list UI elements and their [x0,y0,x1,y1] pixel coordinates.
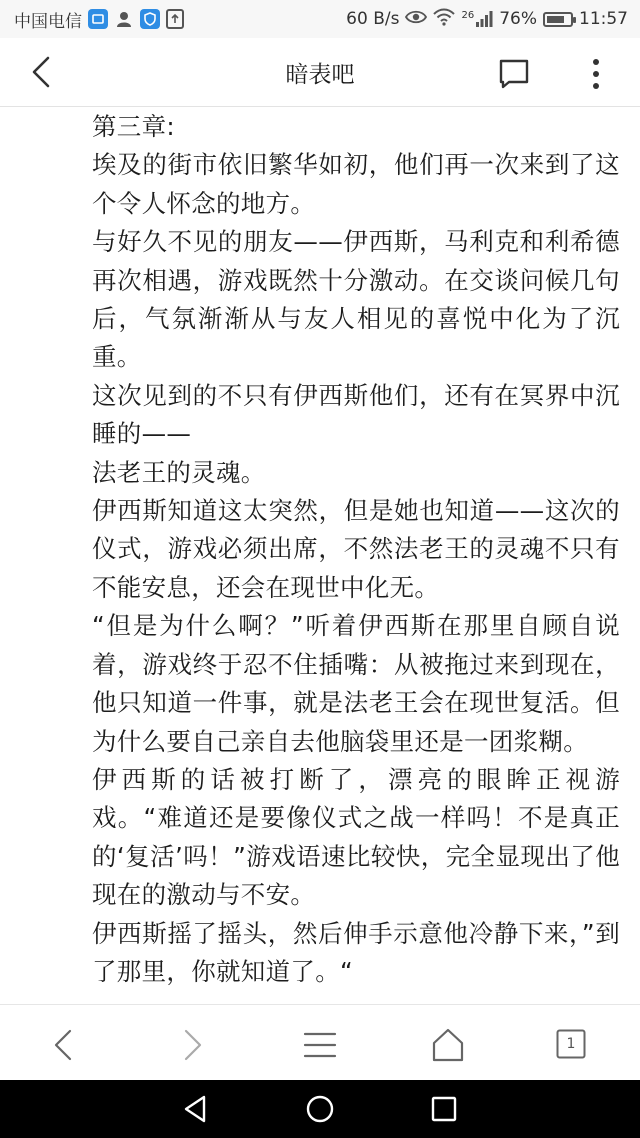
circle-home-icon [302,1091,338,1127]
menu-icon [298,1023,342,1067]
top-nav-bar [0,38,640,107]
status-bar-left [0,7,184,32]
paragraph: 这次见到的不只有伊西斯他们，还有在冥界中沉睡的—— [92,380,620,449]
paragraph: 第三章: [92,112,175,141]
home-icon [426,1023,470,1067]
chevron-right-icon [170,1023,214,1067]
triangle-back-icon [178,1091,214,1127]
shield-notification-icon [140,9,160,29]
eye-comfort-icon [405,9,427,30]
person-notification-icon [114,9,134,29]
network-speed: 60 B/s [346,9,400,29]
paragraph: 埃及的街市依旧繁华如初，他们再一次来到了这个令人怀念的地方。 [92,150,620,218]
system-back-button[interactable] [178,1091,214,1127]
paragraph: 与好久不见的朋友——伊西斯，马利克和利希德再次相遇，游戏既然十分激动。在交谈问候几句后，气氛渐渐从与友人相见的喜悦中化为了沉重。 [92,227,620,372]
carrier-name: 中国电信 [14,11,82,32]
system-recents-button[interactable] [426,1091,462,1127]
upload-notification-icon [166,9,184,29]
paragraph: 伊西斯的话被打断了，漂亮的眼眸正视游戏。“难道还是要像仪式之战一样吗！不是真正的‘复活’吗！”游戏语速比较快，完全显现出了他现在的激动与不安。 [92,764,620,910]
battery-icon [543,12,573,27]
more-vertical-icon [578,54,614,94]
paragraph: “但是为什么啊？”听着伊西斯在那里自顾自说着，游戏终于忍不住插嘴：从被拖过来到现在，他只知道一件事，就是法老王会在现世复活。但为什么要自己亲自去他脑袋里还是一团浆糊。 [92,611,620,756]
article-content [92,106,620,1004]
browser-menu-button[interactable] [298,1023,342,1067]
square-recents-icon [426,1091,462,1127]
paragraph: 法老王的灵魂。 [92,457,266,487]
wifi-icon [433,8,455,31]
browser-home-button[interactable] [426,1023,470,1067]
chevron-left-icon [42,1023,86,1067]
browser-tabs-button[interactable] [556,1029,586,1059]
battery-percent: 76% [499,9,537,29]
paragraph: 伊西斯摇了摇头，然后伸手示意他冷静下来，”到了那里，你就知道了。“ [92,918,620,986]
clock: 11:57 [579,9,628,29]
more-options-button[interactable] [578,54,614,94]
system-navigation-bar [0,1080,640,1138]
comment-button[interactable] [494,54,534,94]
page-title: 暗表吧 [285,62,355,88]
paragraph: 伊西斯知道这太突然，但是她也知道——这次的仪式，游戏必须出席，不然法老王的灵魂不只有不能安息，还会在现世中化无。 [92,496,620,602]
status-bar-right [346,8,640,31]
comment-icon [494,54,534,94]
status-bar [0,0,640,38]
browser-forward-button[interactable] [170,1023,214,1067]
battery-fill [547,16,564,23]
message-notification-icon [88,9,108,29]
signal-icon [461,11,493,27]
network-type-label: 26 [461,10,475,21]
system-home-button[interactable] [302,1091,338,1127]
tab-count: 1 [566,1036,576,1052]
back-button[interactable] [22,52,62,92]
chevron-left-icon [22,52,62,92]
browser-back-button[interactable] [42,1023,86,1067]
browser-toolbar [0,1004,640,1081]
